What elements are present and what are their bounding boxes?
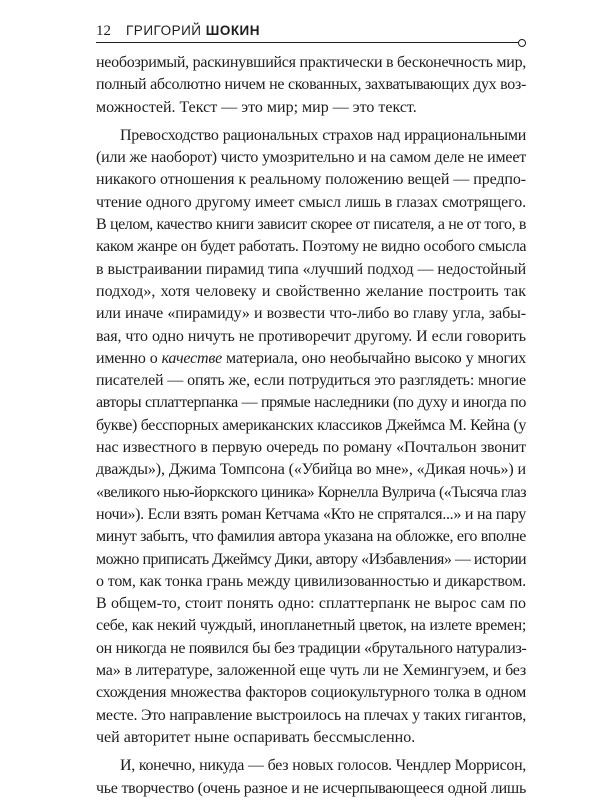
text-line: нас известного в первую очередь по роману «Почтальон звонит (96, 439, 526, 457)
text-line: чтение одного другому имеет смысл лишь в глазах смотрящего. (96, 193, 526, 211)
text-line: авторы сплаттерпанка — прямые наследники (по духу и иногда по (96, 394, 526, 412)
body-text (96, 52, 526, 800)
text-line: месте. Это направление выстроилось на плечах у таких гигантов, (96, 706, 526, 724)
running-header (96, 22, 528, 44)
text-line: И, конечно, никуда — без новых голосов. Чендлер Моррисон, (120, 757, 526, 775)
paragraph-2 (96, 125, 526, 749)
page-number: 12 (96, 23, 111, 39)
author-last-name: ШОКИН (205, 23, 261, 38)
text-line: (или же наоборот) чисто умозрительно и на самом деле не имеет (96, 149, 526, 167)
text-line: о том, как тонка грань между цивилизованностью и дикарством. (96, 572, 526, 590)
text-line: каком жанре он будет работать. Поэтому не видно особого смысла (96, 238, 527, 256)
text-line: подход», хотя человеку и свойственно желание построить так (96, 282, 526, 300)
author-name (126, 23, 260, 38)
text-line: он никогда не появился бы без традиции «брутального натурализ- (96, 639, 527, 657)
text-line: Превосходство рациональных страхов над иррациональными (120, 126, 526, 144)
text-line: чей авторитет ныне оспаривать бессмысленно. (96, 728, 416, 746)
text-line: себе, как некий чуждый, инопланетный цветок, на излете времен; (96, 617, 526, 635)
text-line: полный абсолютно ничем не скованных, захватывающих дух воз- (96, 76, 526, 94)
paragraph-1 (96, 52, 526, 119)
author-first-name: ГРИГОРИЙ (126, 23, 202, 38)
text-line: минут забыть, что фамилия автора указана на обложке, его вполне (96, 528, 526, 546)
text-line: схождения множества факторов социокультурного толка в одном (96, 684, 526, 702)
text-line: можно приписать Джеймсу Дики, автору «Избавления» — истории (96, 550, 527, 568)
text-line: никакого отношения к реальному положению вещей — предпо- (96, 171, 526, 189)
text-line: дважды»), Джима Томпсона («Убийца во мне», «Дикая ночь») и (96, 461, 526, 479)
header-rule-end-dot (518, 39, 526, 47)
text-line: ночи»). Если взять роман Кетчама «Кто не спрятался...» и на пару (96, 505, 526, 523)
text-line: или иначе «пирамиду» и возвести что-либо во главу угла, забы- (96, 305, 526, 323)
text-line: вая, что одно ничуть не противоречит другому. И если говорить (96, 327, 526, 345)
text-line: именно о качестве материала, оно необычайно высоко у многих (96, 349, 526, 367)
header-rule (96, 42, 519, 43)
text-line: писателей — опять же, если потрудиться это разглядеть: многие (96, 372, 526, 390)
text-line: В целом, качество книги зависит скорее от писателя, а не от того, в (96, 216, 526, 234)
paragraph-3 (96, 755, 526, 800)
text-line: необозримый, раскинувшийся практически в бесконечность мир, (96, 54, 527, 71)
text-line: В общем-то, стоит понять одно: сплаттерпанк не вырос сам по (96, 595, 526, 613)
text-line: ма» в литературе, заложенной еще чуть ли не Хемингуэем, и без (96, 662, 526, 680)
text-line: можностей. Текст — это мир; мир — это текст. (96, 98, 417, 116)
text-line: в выстраивании пирамид типа «лучший подход — недостойный (96, 260, 526, 278)
text-line: букве) бесспорных американских классиков Джеймса М. Кейна (у (96, 416, 526, 434)
text-line: «великого нью-йоркского циника» Корнелла Вулрича («Тысяча глаз (96, 483, 526, 501)
text-line: чье творчество (очень разное и не исчерпывающееся одной лишь (96, 779, 526, 797)
